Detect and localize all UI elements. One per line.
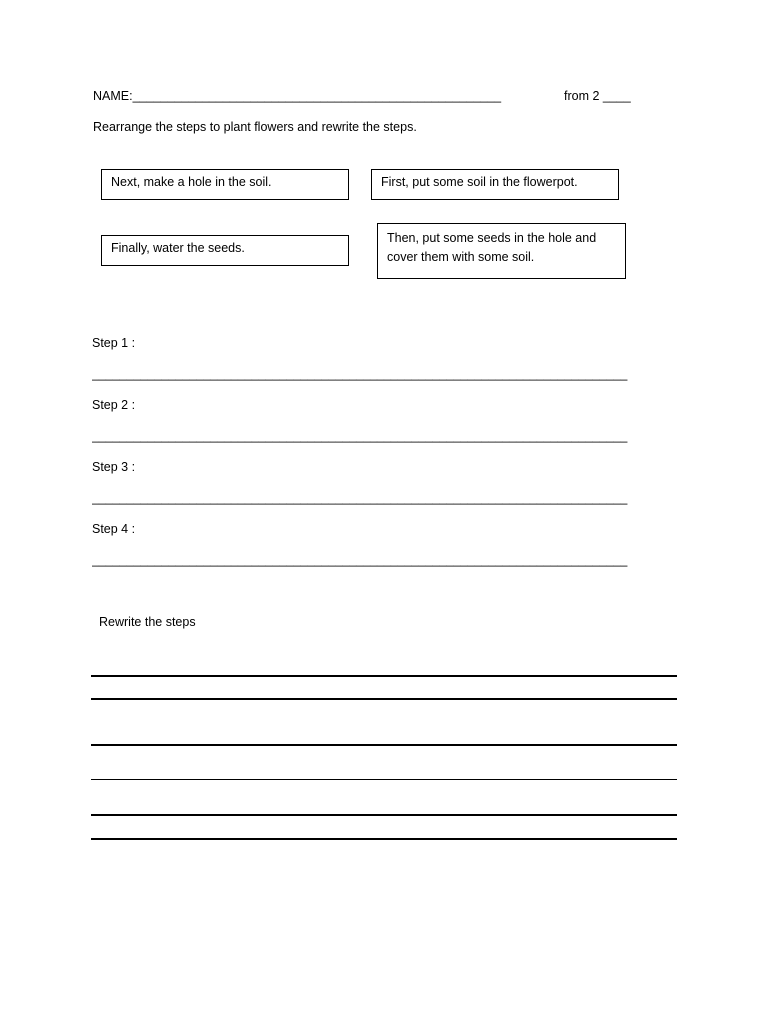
step-3-answer-line[interactable]: _____________________________________________________________________________ — [92, 491, 628, 505]
name-field-label[interactable]: NAME:_____________________________________________________ — [93, 89, 502, 103]
step-card-text: First, put some soil in the flowerpot. — [381, 175, 578, 189]
instruction-text: Rearrange the steps to plant flowers and rewrite the steps. — [93, 120, 417, 134]
step-2-label: Step 2 : — [92, 398, 136, 412]
rewrite-heading: Rewrite the steps — [99, 615, 196, 629]
step-4-label: Step 4 : — [92, 522, 136, 536]
step-card-next — [101, 169, 349, 200]
step-card-finally — [101, 235, 349, 266]
step-card-first — [371, 169, 619, 200]
step-card-then — [377, 223, 626, 279]
step-1-answer-line[interactable]: _____________________________________________________________________________ — [92, 367, 628, 381]
rewrite-line-5[interactable] — [91, 814, 677, 816]
step-2-answer-line[interactable]: _____________________________________________________________________________ — [92, 429, 628, 443]
rewrite-line-1[interactable] — [91, 675, 677, 677]
step-card-text: Then, put some seeds in the hole and cover them with some soil. — [387, 231, 597, 264]
step-3-label: Step 3 : — [92, 460, 136, 474]
step-card-text: Next, make a hole in the soil. — [111, 175, 272, 189]
step-1-label: Step 1 : — [92, 336, 136, 350]
step-card-text: Finally, water the seeds. — [111, 241, 245, 255]
rewrite-line-3[interactable] — [91, 744, 677, 746]
step-4-answer-line[interactable]: _____________________________________________________________________________ — [92, 553, 628, 567]
rewrite-line-2[interactable] — [91, 698, 677, 700]
rewrite-line-6[interactable] — [91, 838, 677, 840]
rewrite-line-4[interactable] — [91, 779, 677, 780]
from-field-label[interactable]: from 2 ____ — [564, 89, 631, 103]
